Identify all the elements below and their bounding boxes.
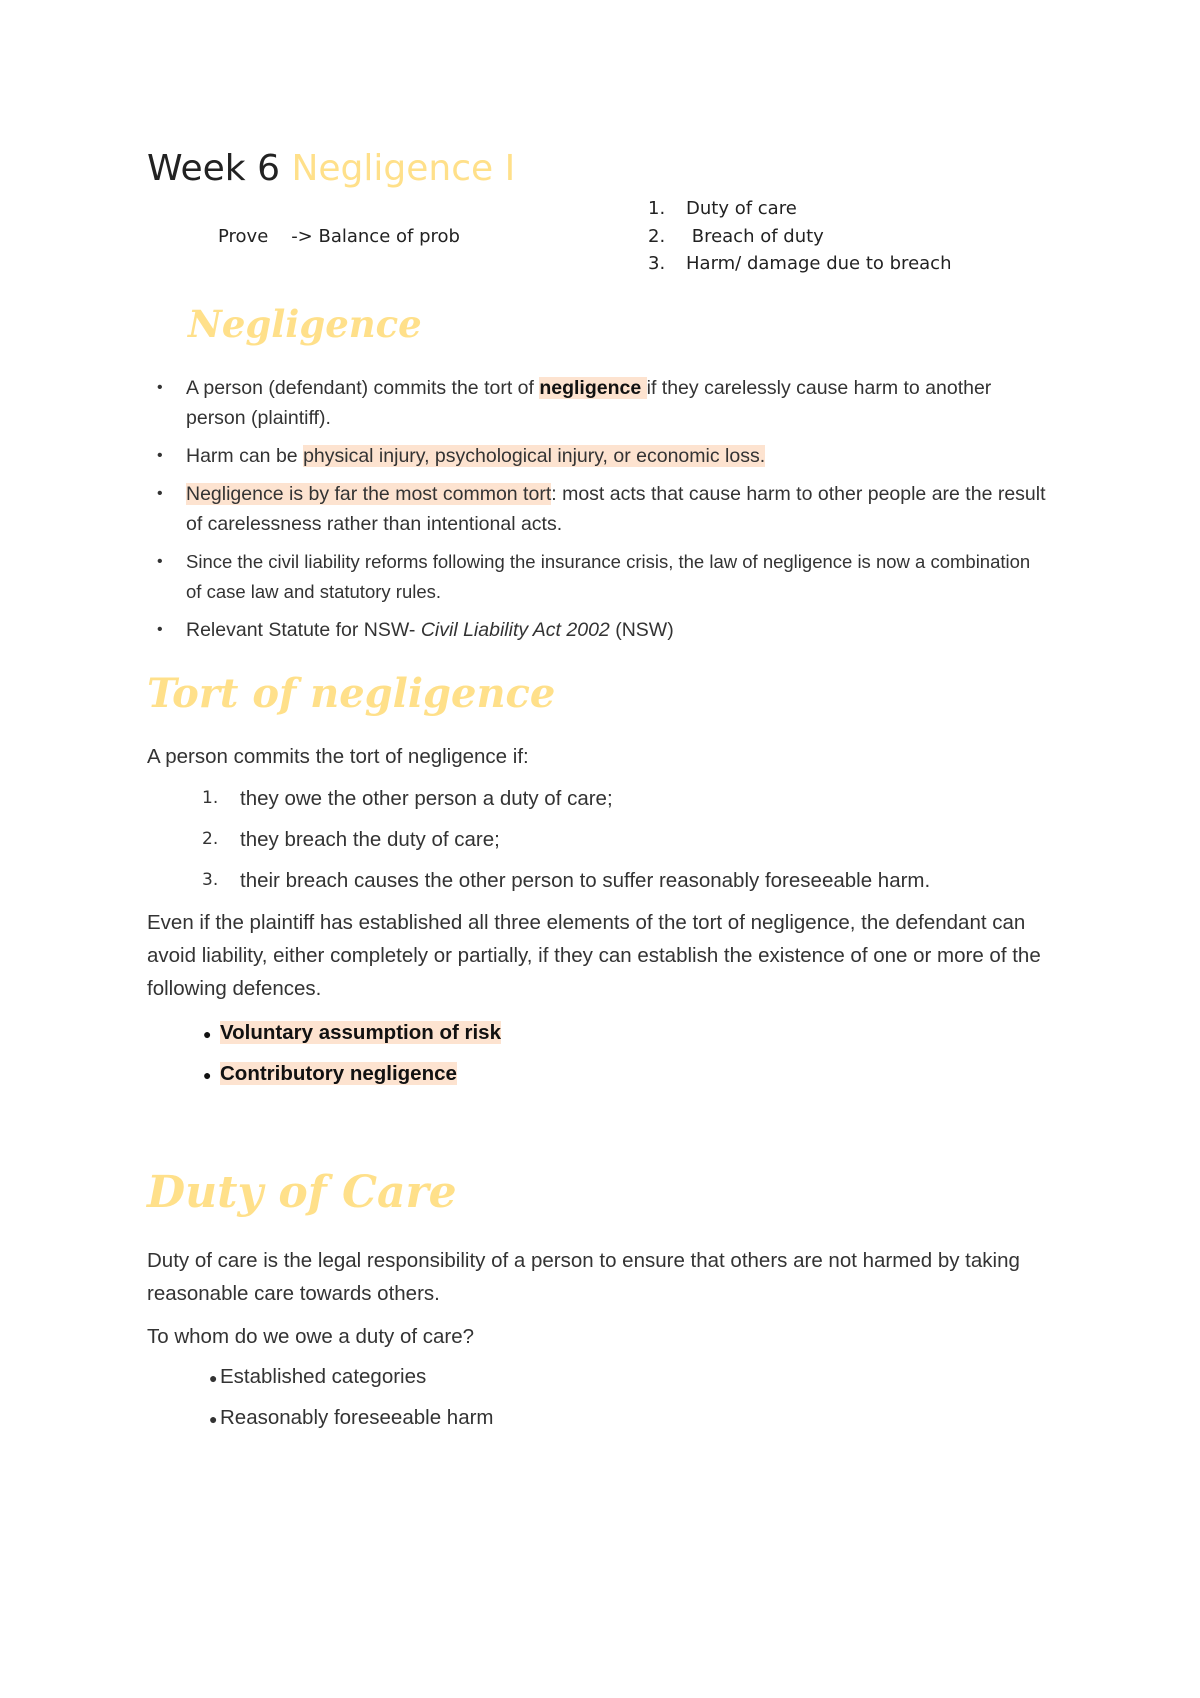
duty-question: To whom do we owe a duty of care? bbox=[147, 1325, 475, 1348]
item-number: 1. bbox=[202, 788, 219, 808]
section-heading-negligence: Negligence bbox=[188, 302, 422, 346]
step-number: 2. bbox=[648, 225, 666, 247]
bullet-icon: ● bbox=[209, 1411, 218, 1427]
step-number: 1. bbox=[648, 198, 666, 219]
bullet-text: (NSW) bbox=[615, 619, 674, 641]
category-item: Reasonably foreseeable harm bbox=[220, 1406, 494, 1429]
duty-paragraph: Duty of care is the legal responsibility of a person to ensure that others are not harmed by taking reasonable care towards others. bbox=[147, 1249, 1020, 1305]
section-heading-duty: Duty of Care bbox=[147, 1167, 457, 1218]
bullet-text: Harm can be bbox=[186, 445, 304, 467]
title-accent: Negligence I bbox=[291, 148, 516, 189]
duty-categories-list bbox=[209, 1356, 494, 1438]
negligence-bullets bbox=[157, 373, 1046, 645]
tort-elements-list bbox=[202, 778, 1100, 901]
item-text: they owe the other person a duty of care; bbox=[240, 787, 613, 810]
defences-list bbox=[203, 1012, 501, 1094]
bullet-text: if they carelessly cause harm to another person (plaintiff). bbox=[186, 377, 992, 429]
steps-list bbox=[648, 198, 951, 281]
prove-note bbox=[218, 226, 460, 247]
bullet-text: A person (defendant) commits the tort of bbox=[186, 377, 540, 399]
category-item: Established categories bbox=[220, 1365, 427, 1388]
defence-item: Voluntary assumption of risk bbox=[220, 1021, 501, 1044]
prove-arrow: -> Balance of prob bbox=[291, 226, 460, 247]
bullet-icon: • bbox=[157, 485, 163, 502]
title-prefix: Week 6 bbox=[147, 148, 280, 189]
bullet-icon: • bbox=[157, 447, 163, 464]
defence-item: Contributory negligence bbox=[220, 1062, 457, 1085]
list-item bbox=[202, 819, 1100, 860]
bullet-icon: ● bbox=[203, 1026, 212, 1042]
list-item bbox=[202, 778, 1100, 819]
step-item bbox=[648, 253, 951, 281]
list-item bbox=[202, 860, 1100, 901]
prove-label: Prove bbox=[218, 226, 269, 247]
list-item bbox=[157, 479, 1046, 539]
item-number: 2. bbox=[202, 829, 219, 849]
list-item bbox=[157, 373, 1046, 433]
list-item bbox=[209, 1356, 494, 1397]
bullet-icon: ● bbox=[209, 1370, 218, 1386]
bullet-icon: • bbox=[157, 621, 163, 638]
statute-name: Civil Liability Act 2002 bbox=[420, 619, 616, 641]
bullet-text: Relevant Statute for NSW- bbox=[186, 619, 421, 641]
item-text: they breach the duty of care; bbox=[240, 828, 500, 851]
bullet-text: : most acts that cause harm to other people are the result of carelessness rather than intentional acts. bbox=[186, 483, 1046, 535]
defences-paragraph: Even if the plaintiff has established all three elements of the tort of negligence, the defendant can avoid liability, either completely or partially, if they can establish the existence of one or more of the following defences. bbox=[147, 911, 1041, 1000]
section-heading-tort: Tort of negligence bbox=[147, 670, 556, 717]
bullet-icon: ● bbox=[203, 1067, 212, 1083]
step-text: Harm/ damage due to breach bbox=[686, 253, 952, 274]
highlight-text: physical injury, psychological injury, or economic loss. bbox=[303, 445, 766, 467]
item-text: their breach causes the other person to suffer reasonably foreseeable harm. bbox=[240, 869, 931, 892]
step-text: Breach of duty bbox=[686, 225, 824, 247]
bullet-icon: • bbox=[157, 553, 163, 570]
step-number: 3. bbox=[648, 253, 666, 274]
list-item bbox=[157, 441, 1046, 471]
page-title bbox=[147, 148, 515, 189]
bullet-text: Since the civil liability reforms following the insurance crisis, the law of negligence is now a combination of case law and statutory rules. bbox=[186, 551, 1031, 602]
step-item bbox=[648, 198, 951, 226]
tort-intro: A person commits the tort of negligence if: bbox=[147, 745, 529, 768]
highlight-keyword: negligence bbox=[539, 377, 647, 399]
step-item bbox=[648, 226, 951, 254]
list-item bbox=[157, 547, 1046, 607]
list-item bbox=[157, 615, 1046, 645]
step-text: Duty of care bbox=[686, 198, 797, 219]
list-item bbox=[203, 1012, 501, 1053]
bullet-icon: • bbox=[157, 379, 163, 396]
highlight-text: Negligence is by far the most common tort bbox=[186, 483, 552, 505]
item-number: 3. bbox=[202, 870, 219, 890]
list-item bbox=[209, 1397, 494, 1438]
list-item bbox=[203, 1053, 501, 1094]
